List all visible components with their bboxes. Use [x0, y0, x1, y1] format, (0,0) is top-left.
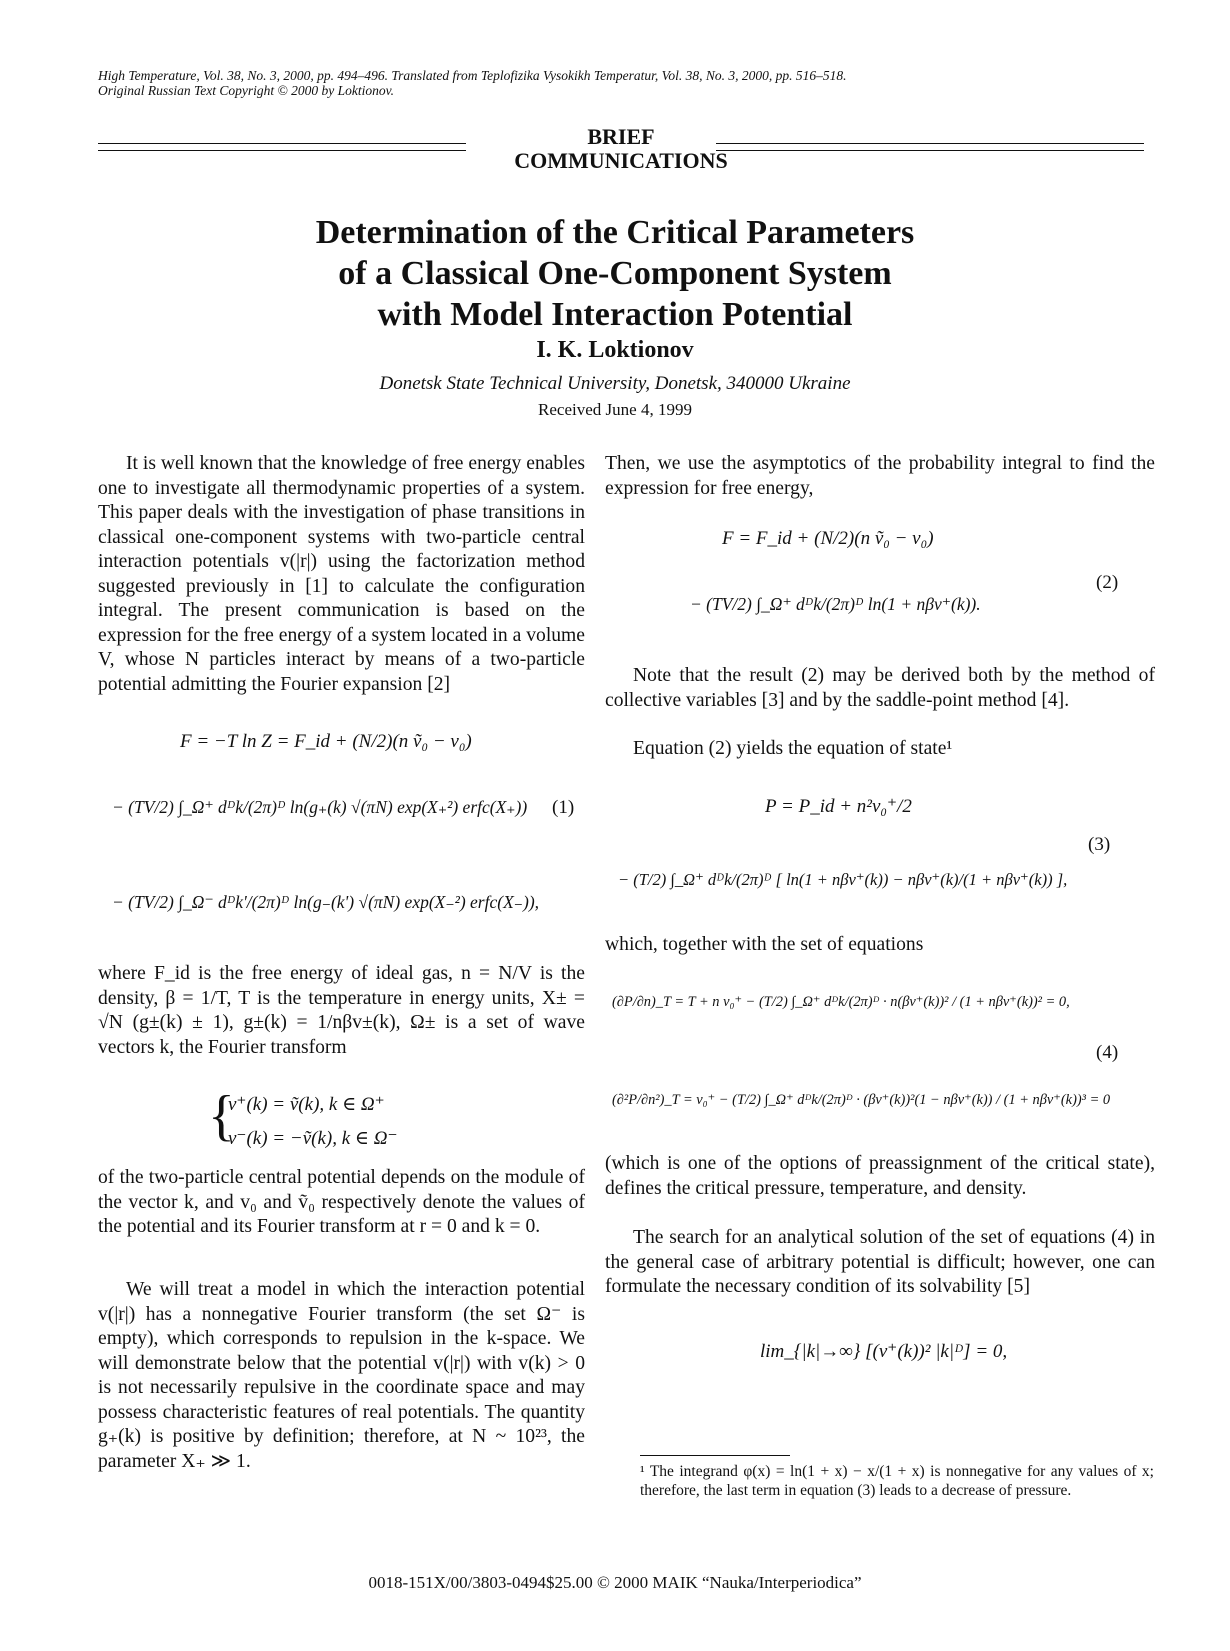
author: I. K. Loktionov	[536, 337, 694, 363]
cases-line-2: v⁻(k) = −ṽ(k), k ∈ Ω⁻	[228, 1128, 398, 1149]
eq2-line-1: F = F_id + (N/2)(n ṽ₀ − v₀)	[722, 528, 934, 549]
right-paragraph-3: Equation (2) yields the equation of state¹	[633, 738, 953, 759]
footnote: ¹ The integrand φ(x) = ln(1 + x) − x/(1 + x) is nonnegative for any values of x; therefore, the last term in equation (3) leads to a decrease of pressure.	[640, 1463, 1154, 1499]
left-paragraph-2: where F_id is the free energy of ideal gas, n = N/V is the density, β = 1/T, T is the temperature in energy units, X± = √N (g±(k) ± 1), g±(k) = 1/nβv±(k), Ω± is a set of wave vectors k, the Fourier transform	[98, 963, 585, 1058]
section-heading	[98, 125, 1144, 175]
title-line-1: Determination of the Critical Parameters	[315, 214, 915, 251]
eq1-number: (1)	[552, 797, 575, 818]
title-line-2: of a Classical One-Component System	[338, 255, 892, 292]
eq4-line-2: (∂²P/∂n²)_T = v₀⁺ − (T/2) ∫_Ω⁺ dᴰk/(2π)ᴰ · (βv⁺(k))²(1 − nβv⁺(k)) / (1 + nβv⁺(k))³ = 0	[612, 1092, 1111, 1108]
left-paragraph-1: It is well known that the knowledge of free energy enables one to investigate all thermodynamic properties of a system. This paper deals with the investigation of phase transitions in classical one-component systems with two-particle central interaction potentials v(|r|) using the factorization method suggested previously in [1] to calculate the configuration integral. The present communication is based on the expression for the free energy of a system located in a volume V, whose N particles interact by means of a two-particle potential admitting the Fourier expansion [2]	[98, 453, 585, 695]
cases-line-1: v⁺(k) = ṽ(k), k ∈ Ω⁺	[228, 1094, 385, 1115]
eq1-line-3: − (TV/2) ∫_Ω⁻ dᴰk'/(2π)ᴰ ln(g₋(k') √(πN) exp(X₋²) erfc(X₋)),	[112, 892, 540, 912]
eq3-line-2: − (T/2) ∫_Ω⁺ dᴰk/(2π)ᴰ [ ln(1 + nβv⁺(k)) − nβv⁺(k)/(1 + nβv⁺(k)) ],	[618, 870, 1068, 889]
eq5: lim_{|k|→∞} [(v⁺(k))² |k|ᴰ] = 0,	[760, 1341, 1008, 1362]
right-paragraph-6: The search for an analytical solution of the set of equations (4) in the general case of arbitrary potential is difficult; however, one can formulate the necessary condition of its solvability [5]	[605, 1227, 1155, 1297]
eq1-line-1: F = −T ln Z = F_id + (N/2)(n ṽ₀ − v₀)	[180, 731, 472, 752]
title-line-3: with Model Interaction Potential	[377, 296, 853, 333]
received-date: Received June 4, 1999	[538, 400, 692, 419]
eq3-number: (3)	[1088, 834, 1111, 855]
left-paragraph-3: of the two-particle central potential depends on the module of the vector k, and v₀ and ṽ₀ respectively denote the values of the potential and its Fourier transform at r = 0 and k = 0.	[98, 1167, 585, 1237]
eq1-line-2: − (TV/2) ∫_Ω⁺ dᴰk/(2π)ᴰ ln(g₊(k) √(πN) exp(X₊²) erfc(X₊))	[112, 797, 528, 817]
eq3-line-1: P = P_id + n²v₀⁺/2	[765, 796, 912, 817]
affiliation: Donetsk State Technical University, Donetsk, 340000 Ukraine	[379, 373, 851, 394]
paper-title	[200, 212, 1030, 335]
header-line-1: High Temperature, Vol. 38, No. 3, 2000, pp. 494–496. Translated from Teplofizika Vysokikh Temperatur, Vol. 38, No. 3, 2000, pp. 516–518.	[98, 68, 847, 83]
right-paragraph-5: (which is one of the options of preassignment of the critical state), defines the critical pressure, temperature, and density.	[605, 1153, 1155, 1199]
eq4-number: (4)	[1096, 1042, 1119, 1063]
page-footer: 0018-151X/00/3803-0494$25.00 © 2000 MAIK “Nauka/Interperiodica”	[368, 1573, 862, 1592]
right-paragraph-2: Note that the result (2) may be derived both by the method of collective variables [3] and by the saddle-point method [4].	[605, 665, 1155, 711]
section-label-line-1: BRIEF	[587, 124, 655, 149]
eq4-line-1: (∂P/∂n)_T = T + n v₀⁺ − (T/2) ∫_Ω⁺ dᴰk/(2π)ᴰ · n(βv⁺(k))² / (1 + nβv⁺(k))² = 0,	[612, 994, 1070, 1010]
right-paragraph-1: Then, we use the asymptotics of the probability integral to find the expression for free energy,	[605, 453, 1155, 499]
cases-brace: {	[208, 1085, 235, 1147]
eq2-line-2: − (TV/2) ∫_Ω⁺ dᴰk/(2π)ᴰ ln(1 + nβv⁺(k)).	[690, 594, 981, 614]
journal-header	[98, 68, 847, 98]
header-line-2: Original Russian Text Copyright © 2000 by Loktionov.	[98, 83, 395, 98]
eq2-number: (2)	[1096, 572, 1119, 593]
left-paragraph-4: We will treat a model in which the interaction potential v(|r|) has a nonnegative Fourier transform (the set Ω⁻ is empty), which corresponds to repulsion in the k-space. We will demonstrate below that the potential v(|r|) with v(k) > 0 is not necessarily repulsive in the coordinate space and may possess characteristic features of real potentials. The quantity g₊(k) is positive by definition; therefore, at N ~ 10²³, the parameter X₊ ≫ 1.	[98, 1279, 585, 1472]
footnote-rule	[640, 1455, 790, 1456]
section-label-line-2: COMMUNICATIONS	[514, 148, 728, 173]
right-paragraph-4: which, together with the set of equations	[605, 934, 924, 955]
